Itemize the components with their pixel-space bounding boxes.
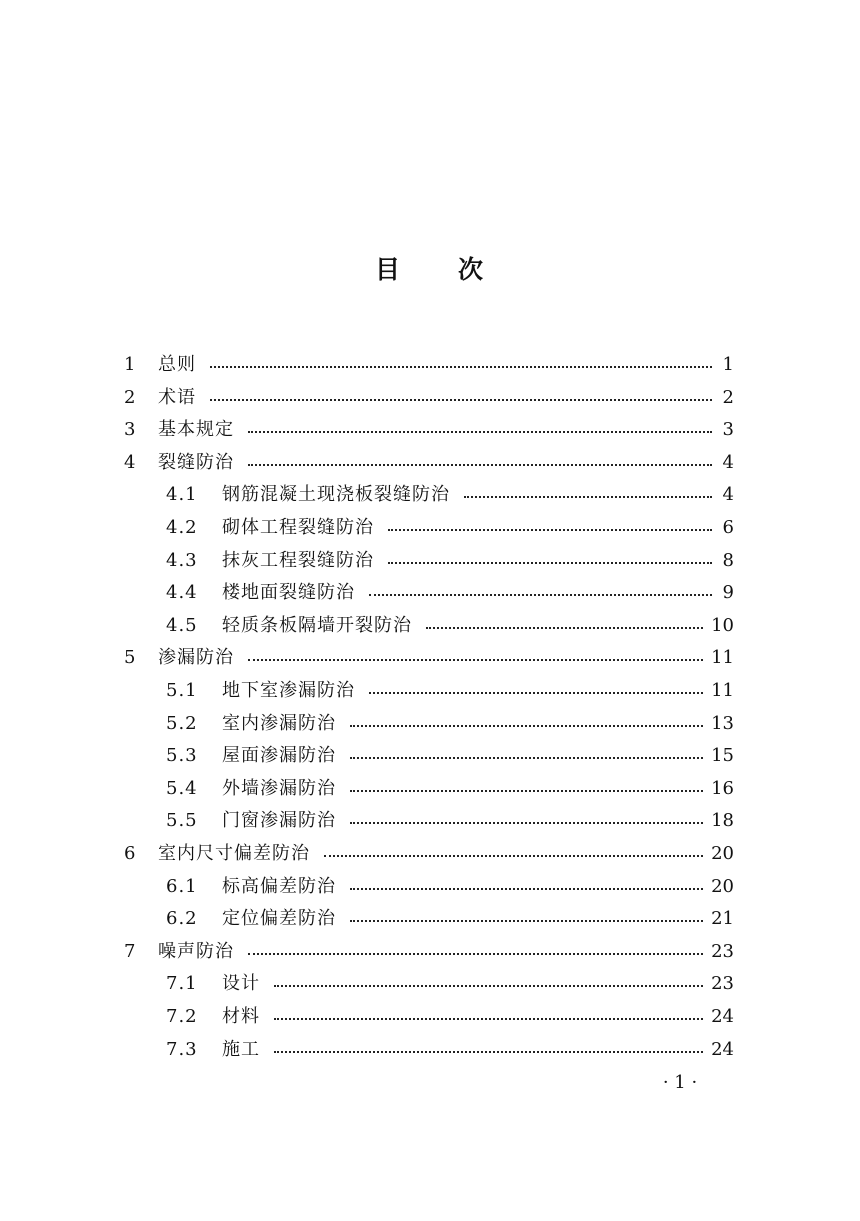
toc-entry[interactable] [124,447,734,479]
toc-dot-leader [350,790,703,792]
toc-entry-page: 8 [722,549,734,571]
toc-entry-number: 6 [124,843,136,864]
toc-entry-page: 13 [711,712,734,734]
toc-dot-leader [248,953,703,955]
toc-entry-label: 标高偏差防治 [222,875,336,897]
page-title [0,250,860,286]
toc-entry-label: 术语 [158,386,196,408]
toc-entry-page: 2 [722,386,734,408]
toc-entry-number: 7 [124,940,136,962]
toc-entry-label: 屋面渗漏防治 [222,745,336,767]
toc-entry-page: 21 [711,908,734,930]
toc-entry-page: 24 [711,1038,734,1060]
toc-entry-label: 室内渗漏防治 [222,712,336,734]
toc-entry-number: 4.5 [166,614,198,636]
toc-entry-page: 24 [711,1006,734,1027]
toc-entry-number: 5.3 [166,745,198,767]
toc-entry-page: 1 [722,354,734,375]
toc-entry[interactable] [166,479,734,511]
toc-dot-leader [350,888,703,890]
toc-dot-leader [388,562,712,564]
toc-entry-page: 10 [711,614,734,636]
toc-entry[interactable] [166,740,734,772]
toc-dot-leader [388,529,712,531]
toc-entry-label: 裂缝防治 [158,451,234,473]
title-part-2: 次 [458,255,486,284]
toc-entry[interactable] [166,903,734,935]
toc-entry-number: 7.1 [166,973,198,995]
toc-entry-label: 噪声防治 [158,940,234,962]
toc-entry-number: 5.1 [166,680,198,701]
toc-dot-leader [210,366,712,368]
toc-dot-leader [350,757,703,759]
toc-entry-number: 4.1 [166,484,198,506]
toc-entry[interactable] [124,414,734,446]
toc-entry-label: 楼地面裂缝防治 [222,582,355,604]
toc-entry-page: 23 [711,973,734,995]
toc-dot-leader [426,627,703,629]
toc-entry[interactable] [166,708,734,740]
toc-entry-label: 定位偏差防治 [222,908,336,930]
toc-entry[interactable] [166,968,734,1000]
toc-entry-number: 7.3 [166,1038,198,1060]
toc-entry-number: 7.2 [166,1006,198,1027]
toc-entry[interactable] [166,1034,734,1066]
toc-entry[interactable] [166,577,734,609]
toc-entry[interactable] [124,838,734,870]
toc-entry-page: 15 [711,745,734,767]
toc-entry[interactable] [124,936,734,968]
toc-entry-label: 基本规定 [158,419,234,441]
toc-entry[interactable] [166,805,734,837]
toc-entry-page: 20 [711,843,734,864]
toc-entry[interactable] [166,610,734,642]
toc-dot-leader [350,920,703,922]
toc-entry[interactable] [166,871,734,903]
toc-dot-leader [274,985,703,987]
toc-entry[interactable] [124,642,734,674]
toc-entry-number: 4.4 [166,582,198,604]
toc-entry-label: 抹灰工程裂缝防治 [222,549,374,571]
toc-entry-page: 18 [711,810,734,832]
toc-entry-page: 4 [722,451,734,473]
toc-entry-number: 5.5 [166,810,198,832]
toc-entry-label: 施工 [222,1038,260,1060]
toc-dot-leader [369,594,712,596]
toc-entry[interactable] [166,512,734,544]
toc-dot-leader [248,659,703,661]
toc-entry-page: 11 [711,680,734,701]
toc-entry-label: 渗漏防治 [158,647,234,669]
toc-entry-label: 钢筋混凝土现浇板裂缝防治 [222,484,450,506]
toc-dot-leader [464,496,712,498]
toc-entry-number: 5 [124,647,136,669]
toc-entry-page: 3 [722,419,734,441]
toc-entry-number: 1 [124,354,136,375]
toc-entry[interactable] [166,675,734,707]
toc-entry[interactable] [166,773,734,805]
toc-dot-leader [248,431,712,433]
toc-entry-label: 地下室渗漏防治 [222,680,355,701]
toc-entry-label: 轻质条板隔墙开裂防治 [222,614,412,636]
toc-entry-number: 5.4 [166,777,198,799]
title-part-1: 目 [374,255,402,284]
toc-entry-page: 4 [722,484,734,506]
toc-dot-leader [210,399,712,401]
toc-entry-number: 4.2 [166,517,198,538]
toc-entry-number: 4 [124,451,136,473]
toc-dot-leader [274,1018,703,1020]
toc-entry-number: 5.2 [166,712,198,734]
toc-entry-page: 20 [711,875,734,897]
toc-dot-leader [324,855,703,857]
toc-entry[interactable] [166,545,734,577]
toc-entry-number: 6.2 [166,908,198,930]
toc-entry[interactable] [124,349,734,381]
toc-dot-leader [248,464,712,466]
toc-entry-number: 3 [124,419,136,441]
toc-entry-page: 9 [722,582,734,604]
toc-entry-label: 设计 [222,973,260,995]
toc-entry-label: 材料 [222,1006,260,1027]
toc-entry[interactable] [166,1001,734,1033]
toc-entry-page: 23 [711,940,734,962]
toc-entry-label: 外墙渗漏防治 [222,777,336,799]
toc-dot-leader [369,692,703,694]
toc-entry-number: 4.3 [166,549,198,571]
toc-entry-page: 16 [711,777,734,799]
toc-entry-number: 2 [124,386,136,408]
toc-entry-label: 门窗渗漏防治 [222,810,336,832]
toc-entry-page: 6 [722,517,734,538]
toc-entry-label: 室内尺寸偏差防治 [158,843,310,864]
toc-entry-label: 总则 [158,354,196,375]
toc-entry-label: 砌体工程裂缝防治 [222,517,374,538]
toc-dot-leader [350,822,703,824]
toc-dot-leader [274,1051,703,1053]
toc-dot-leader [350,725,703,727]
toc-entry-number: 6.1 [166,875,198,897]
toc-entry[interactable] [124,382,734,414]
page-number: · 1 · [662,1072,698,1093]
toc-entry-page: 11 [711,647,734,669]
